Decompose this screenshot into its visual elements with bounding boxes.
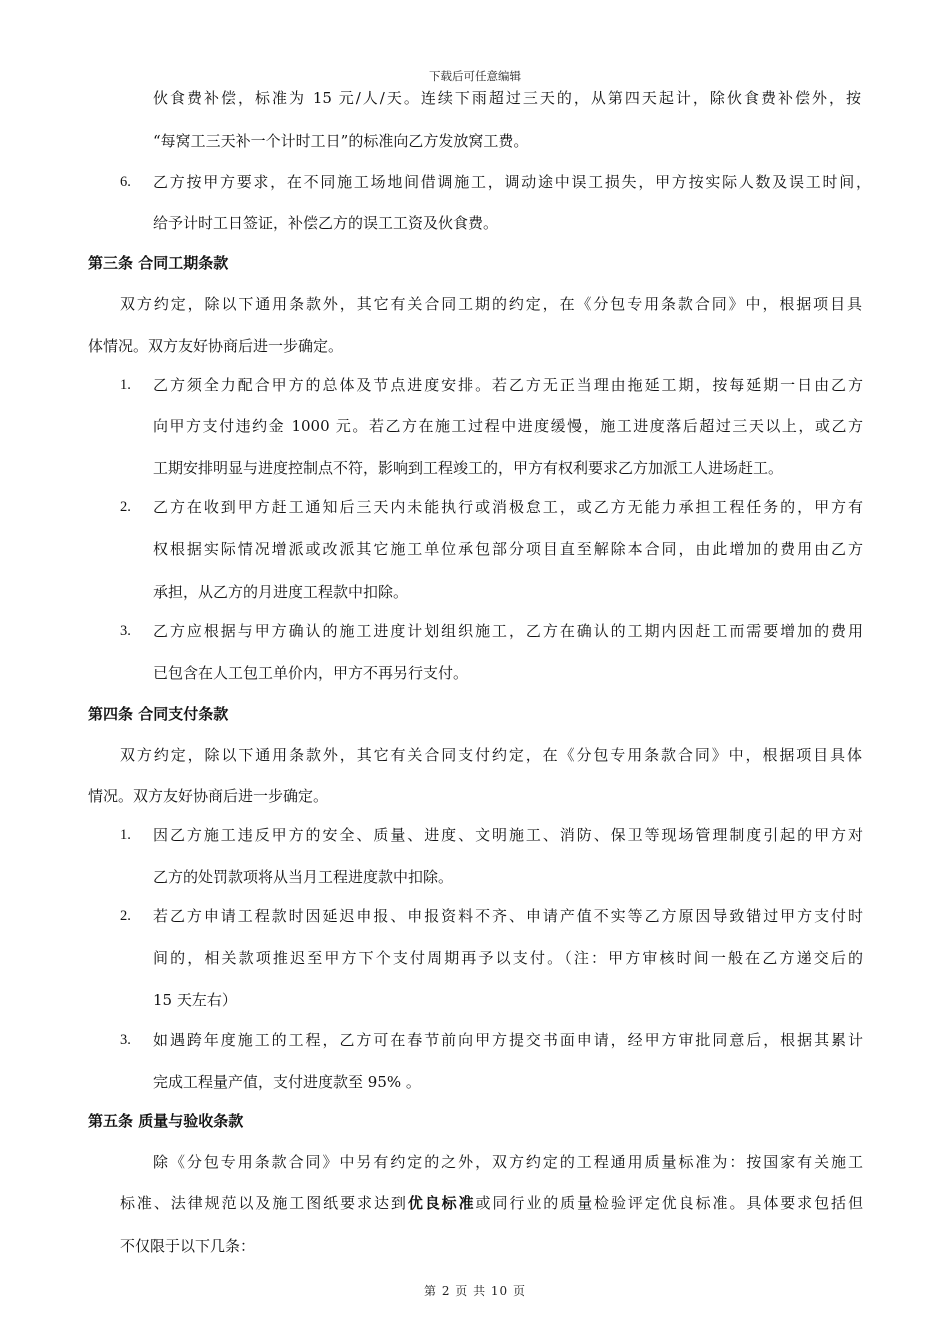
list-number: 6. xyxy=(120,174,131,190)
section-intro-line: 双方约定，除以下通用条款外，其它有关合同工期的约定，在《分包专用条款合同》中，根据项目具 xyxy=(120,295,862,313)
paragraph-text: 标准、法律规范以及施工图纸要求达到 xyxy=(120,1194,408,1212)
emphasis-text: 优良标准 xyxy=(407,1194,476,1212)
paragraph-line: 除《分包专用条款合同》中另有约定的之外，双方约定的工程通用质量标准为：按国家有关施工 xyxy=(153,1153,863,1171)
list-item-line: 乙方在收到甲方赶工通知后三天内未能执行或消极怠工，或乙方无能力承担工程任务的，甲方有 xyxy=(153,498,863,516)
list-item-line: 间的，相关款项推迟至甲方下个支付周期再予以支付。（注：甲方审核时间一般在乙方递交后的 xyxy=(153,949,863,967)
list-number: 1. xyxy=(120,377,131,393)
list-number: 2. xyxy=(120,908,131,924)
list-number: 3. xyxy=(120,1032,131,1048)
list-item-line: 15 天左右） xyxy=(153,991,237,1009)
paragraph-line xyxy=(120,1193,863,1213)
section-heading: 第三条 合同工期条款 xyxy=(88,254,229,272)
list-number: 2. xyxy=(120,499,131,515)
list-item-line: 乙方须全力配合甲方的总体及节点进度安排。若乙方无正当理由拖延工期，按每延期一日由乙方 xyxy=(153,376,863,394)
paragraph-line: 伙食费补偿，标准为 15 元/人/天。连续下雨超过三天的，从第四天起计，除伙食费补偿外，按 xyxy=(153,89,861,107)
section-intro-line: 情况。双方友好协商后进一步确定。 xyxy=(88,787,329,805)
list-item-line: 完成工程量产值，支付进度款至 95% 。 xyxy=(153,1073,421,1091)
section-intro-line: 双方约定，除以下通用条款外，其它有关合同支付约定，在《分包专用条款合同》中，根据项目具体 xyxy=(120,746,862,764)
list-item-line: 给予计时工日签证，补偿乙方的误工工资及伙食费。 xyxy=(153,214,499,232)
list-item-line: 权根据实际情况增派或改派其它施工单位承包部分项目直至解除本合同，由此增加的费用由乙方 xyxy=(153,540,863,558)
list-item-line: 因乙方施工违反甲方的安全、质量、进度、文明施工、消防、保卫等现场管理制度引起的甲方对 xyxy=(153,826,863,844)
page-header: 下载后可任意编辑 xyxy=(429,69,521,83)
list-number: 1. xyxy=(120,827,131,843)
list-item-line: 工期安排明显与进度控制点不符，影响到工程竣工的，甲方有权利要求乙方加派工人进场赶工。 xyxy=(153,459,784,477)
list-item-line: 承担，从乙方的月进度工程款中扣除。 xyxy=(153,583,409,601)
section-heading: 第五条 质量与验收条款 xyxy=(88,1112,244,1130)
list-item-line: 如遇跨年度施工的工程，乙方可在春节前向甲方提交书面申请，经甲方审批同意后，根据其累计 xyxy=(153,1031,863,1049)
list-item-line: 乙方的处罚款项将从当月工程进度款中扣除。 xyxy=(153,868,454,886)
paragraph-line: “每窝工三天补一个计时工日”的标准向乙方发放窝工费。 xyxy=(153,132,529,150)
list-item-line: 已包含在人工包工单价内，甲方不再另行支付。 xyxy=(153,664,469,682)
list-item-line: 乙方应根据与甲方确认的施工进度计划组织施工，乙方在确认的工期内因赶工而需要增加的费用 xyxy=(153,622,863,640)
list-item-line: 向甲方支付违约金 1000 元。若乙方在施工过程中进度缓慢，施工进度落后超过三天以上，或乙方 xyxy=(153,417,863,435)
paragraph-text: 或同行业的质量检验评定优良标准。具体要求包括但 xyxy=(475,1194,863,1212)
section-intro-line: 体情况。双方友好协商后进一步确定。 xyxy=(88,337,344,355)
list-item-line: 若乙方申请工程款时因延迟申报、申报资料不齐、申请产值不实等乙方原因导致错过甲方支付时 xyxy=(153,907,863,925)
section-heading: 第四条 合同支付条款 xyxy=(88,705,229,723)
list-item-line: 乙方按甲方要求，在不同施工场地间借调施工，调动途中误工损失，甲方按实际人数及误工时间， xyxy=(153,173,871,191)
list-number: 3. xyxy=(120,623,131,639)
paragraph-line: 不仅限于以下几条： xyxy=(120,1237,256,1255)
page-footer: 第 2 页 共 10 页 xyxy=(424,1284,526,1298)
